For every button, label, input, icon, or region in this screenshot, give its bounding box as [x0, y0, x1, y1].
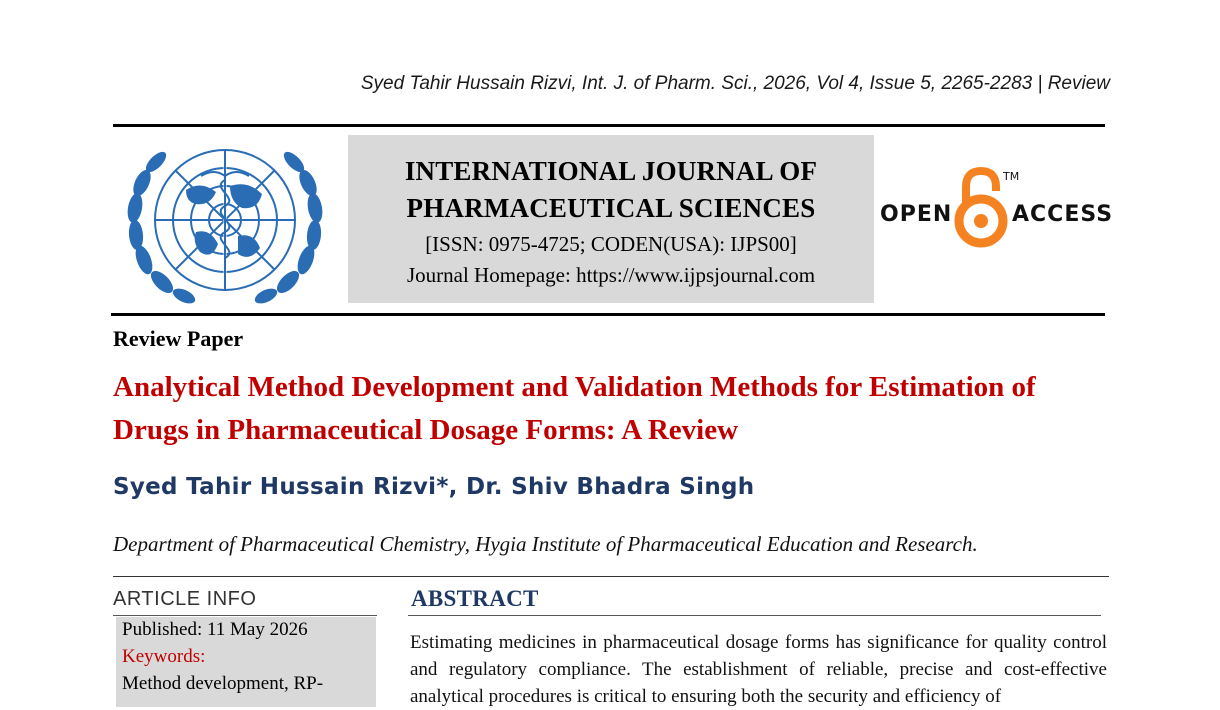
- journal-header-box: [348, 135, 874, 303]
- trademark-symbol: TM: [1003, 170, 1020, 183]
- keywords-value: Method development, RP-: [122, 673, 324, 694]
- journal-name: [348, 153, 874, 227]
- section-divider-rule: [113, 576, 1109, 577]
- running-head: Syed Tahir Hussain Rizvi, Int. J. of Pharm. Sci., 2026, Vol 4, Issue 5, 2265-2283 | Review: [360, 73, 1110, 94]
- open-access-label-left: OPEN: [880, 202, 953, 227]
- journal-name-line2: PHARMACEUTICAL SCIENCES: [406, 193, 816, 223]
- journal-emblem-icon: [126, 140, 324, 306]
- article-info-heading: ARTICLE INFO: [113, 588, 257, 610]
- abstract-underline: [408, 615, 1101, 616]
- journal-homepage-link[interactable]: Journal Homepage: https://www.ijpsjournal.com: [406, 263, 816, 287]
- paper-type: Review Paper: [113, 326, 244, 351]
- author-list: Syed Tahir Hussain Rizvi*, Dr. Shiv Bhadra Singh: [113, 474, 755, 500]
- article-title: Analytical Method Development and Validation Methods for Estimation of Drugs in Pharmaceutical Dosage Forms: A Review: [113, 371, 1036, 446]
- article-info-underline: [113, 615, 377, 616]
- keywords-label: Keywords:: [122, 646, 206, 667]
- open-access-logo: [880, 165, 1114, 250]
- header-top-rule: [113, 124, 1105, 127]
- author-affiliation: Department of Pharmaceutical Chemistry, Hygia Institute of Pharmaceutical Education and Research.: [113, 532, 978, 556]
- journal-name-line1: INTERNATIONAL JOURNAL OF: [404, 156, 818, 186]
- article-info-box: [116, 617, 376, 707]
- published-date: Published: 11 May 2026: [122, 619, 308, 640]
- abstract-body: Estimating medicines in pharmaceutical dosage forms has significance for quality control and regulatory compliance. The establishment of reliable, precise and cost-effective analytical procedures is critical to ensuring both the security and efficiency of: [410, 632, 1107, 707]
- abstract-heading: ABSTRACT: [411, 586, 539, 611]
- header-bottom-rule: [111, 313, 1105, 316]
- journal-issn: [ISSN: 0975-4725; CODEN(USA): IJPS00]: [425, 232, 797, 256]
- open-access-label-right: ACCESS: [1012, 202, 1114, 227]
